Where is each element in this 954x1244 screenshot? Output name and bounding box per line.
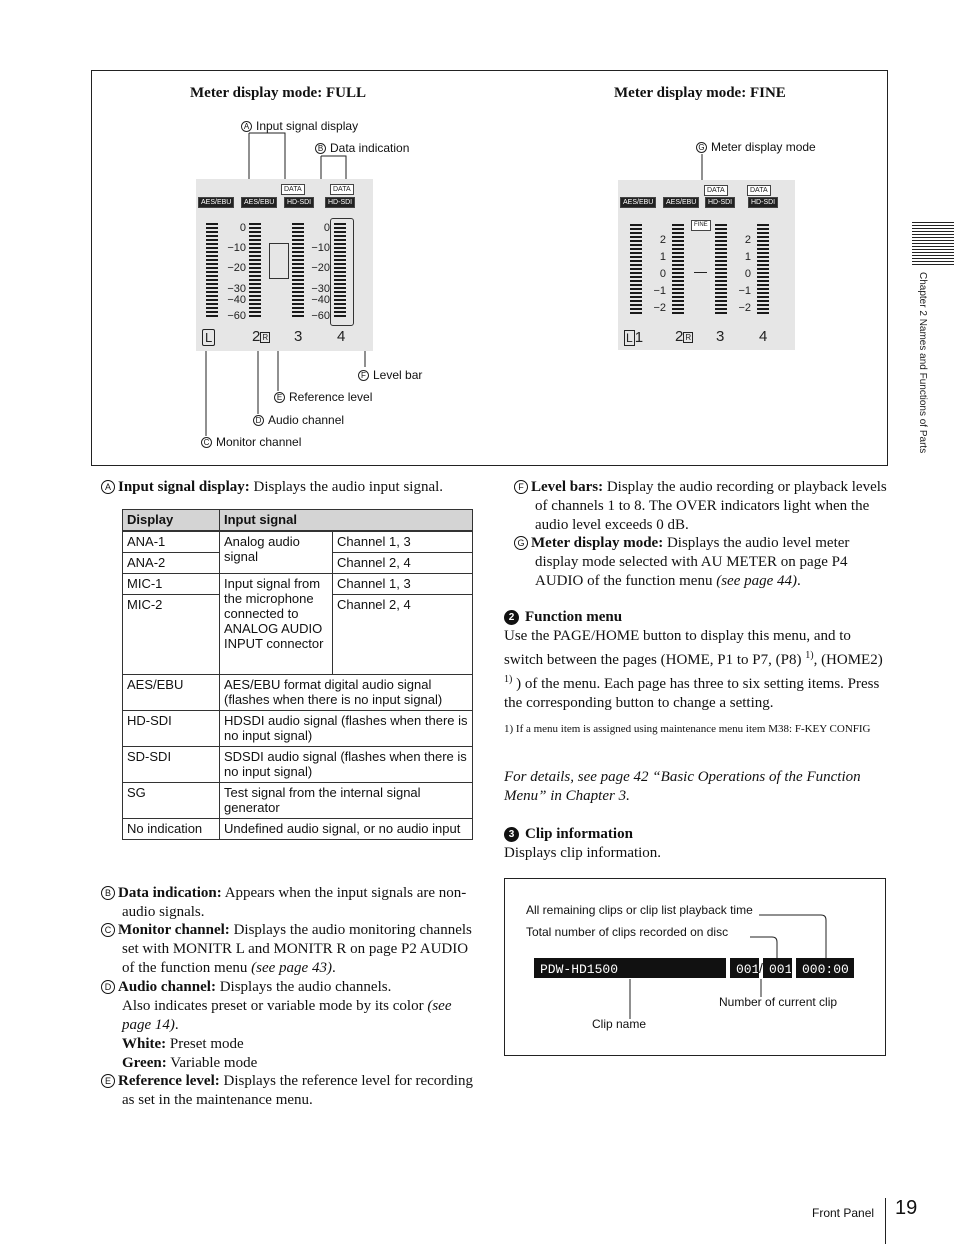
footer-divider — [885, 1198, 886, 1244]
input-signal-table — [122, 509, 473, 840]
item-audio-channel: D Audio channel: Displays the audio channels. Also indicates preset or variable mode by its color (see page 14). White: Preset mode Green: Variable mode — [91, 978, 476, 1073]
table-cell: Test signal from the internal signal generator — [220, 783, 473, 819]
table-cell: MIC-1 — [123, 574, 220, 595]
fine-channel-4: 4 — [759, 328, 768, 345]
label-current: Number of current clip — [719, 995, 838, 1009]
meter-figure — [91, 70, 888, 466]
clip-info-body: Displays clip information. — [504, 845, 662, 861]
label-remaining: All remaining clips or clip list playback time — [526, 903, 753, 917]
monitor-channel-l: L — [202, 329, 215, 346]
level-bar — [630, 224, 642, 316]
signal-chip: HD-SDI — [705, 197, 735, 208]
level-bar — [672, 224, 684, 316]
data-chip: DATA — [281, 184, 305, 195]
item-data-indication: B Data indication: Appears when the input signals are non-audio signals. — [91, 884, 476, 922]
details-reference: For details, see page 42 “Basic Operations of the Function Menu” in Chapter 3. — [504, 769, 861, 804]
table-cell: Channel 2, 4 — [333, 553, 473, 574]
function-menu-heading: 2 Function menu — [504, 608, 888, 627]
audio-channel-2: 2 R — [252, 328, 269, 345]
fine-mode-indicator: FINE — [691, 220, 711, 231]
item-reference-level: E Reference level: Displays the reference level for recording as set in the maintenance menu. — [91, 1072, 476, 1110]
reference-level-marker — [694, 272, 707, 273]
full-meter-panel — [196, 179, 373, 351]
item-monitor-channel: C Monitor channel: Displays the audio monitoring channels set with MONITR L and MONITR R on page P2 AUDIO of the function menu (see page 43). — [91, 921, 476, 978]
level-bar — [757, 224, 769, 316]
table-cell: AES/EBU format digital audio signal (flashes when there is no input signal) — [220, 675, 473, 711]
data-chip: DATA — [747, 185, 771, 196]
callout-meter-display-mode: G Meter display mode — [696, 140, 816, 154]
fine-channel-2: 2 R — [675, 328, 692, 345]
table-cell: No indication — [123, 819, 220, 840]
item-level-bars: F Level bars: Display the audio recording or playback levels of channels 1 to 8. The OVER indicators light when the audio level exceeds 0 dB. — [504, 478, 888, 535]
callout-data-indication: B Data indication — [315, 141, 409, 155]
level-bar — [206, 223, 218, 319]
signal-chip: HD-SDI — [748, 197, 778, 208]
function-menu-body: Use the PAGE/HOME button to display this menu, and to switch between the pages (HOME, P1 to P7, (P8) $^{1)}$, (HOME2) $^{1)}$ ) of the menu. Each page has three to six setting items. Press the corresponding button to change a setting. — [504, 628, 883, 711]
item-meter-display-mode: G Meter display mode: Displays the audio level meter display mode selected with AU METER on page P4 AUDIO of the function menu (see page 44). — [504, 534, 888, 591]
table-cell: Channel 1, 3 — [333, 574, 473, 595]
table-cell: HDSDI audio signal (flashes when there is no input signal) — [220, 711, 473, 747]
fine-meter-panel — [618, 180, 795, 350]
level-bar — [292, 223, 304, 319]
table-header-row — [123, 510, 473, 532]
fine-mode-title: Meter display mode: FINE — [614, 85, 786, 101]
level-bar-highlight — [330, 218, 354, 326]
table-header: Input signal — [220, 510, 473, 532]
scale-labels-left: 0 −10 −20 −30 −40 −60 — [227, 222, 246, 322]
current-clip-display: 001 — [731, 959, 758, 977]
callout-audio-channel: D Audio channel — [253, 413, 344, 427]
full-mode-title: Meter display mode: FULL — [190, 85, 366, 101]
table-cell: ANA-1 — [123, 531, 220, 553]
table-cell: Channel 2, 4 — [333, 595, 473, 675]
clip-separator: / — [759, 960, 763, 976]
table-cell: AES/EBU — [123, 675, 220, 711]
table-row — [123, 783, 473, 819]
fine-scale-right: 2 1 0 −1 −2 — [738, 234, 751, 314]
total-clips-display: 001 — [764, 959, 791, 977]
signal-chip: AES/EBU — [198, 197, 234, 208]
table-cell: MIC-2 — [123, 595, 220, 675]
audio-channel-3: 3 — [294, 328, 303, 345]
scale-labels-right: 0 −10 −20 −30 −40 −60 — [311, 222, 330, 322]
signal-chip: AES/EBU — [663, 197, 699, 208]
callout-monitor-channel: C Monitor channel — [201, 435, 301, 449]
table-cell: SD-SDI — [123, 747, 220, 783]
table-header: Display — [123, 510, 220, 532]
table-cell: SG — [123, 783, 220, 819]
table-cell: HD-SDI — [123, 711, 220, 747]
signal-chip: HD-SDI — [284, 197, 314, 208]
clip-name-display: PDW-HD1500 — [535, 959, 725, 977]
fine-scale-left: 2 1 0 −1 −2 — [653, 234, 666, 314]
table-row — [123, 819, 473, 840]
page-number: 19 — [895, 1197, 918, 1219]
data-chip: DATA — [330, 184, 354, 195]
footer-section: Front Panel — [812, 1206, 875, 1220]
table-row — [123, 675, 473, 711]
audio-channel-4: 4 — [337, 328, 346, 345]
fine-channel-3: 3 — [716, 328, 725, 345]
table-row — [123, 531, 473, 553]
data-chip: DATA — [704, 185, 728, 196]
signal-chip: AES/EBU — [620, 197, 656, 208]
fine-channel-1: L 1 — [626, 329, 644, 346]
table-row — [123, 574, 473, 595]
level-bar — [249, 223, 261, 319]
table-cell: SDSDI audio signal (flashes when there is no input signal) — [220, 747, 473, 783]
label-total: Total number of clips recorded on disc — [526, 925, 729, 939]
table-cell: Input signal from the microphone connected to ANALOG AUDIO INPUT connector — [220, 574, 333, 675]
label-clip-name: Clip name — [592, 1017, 647, 1031]
chapter-label: Chapter 2 Names and Functions of Parts — [917, 272, 928, 454]
remaining-time-display: 000:00 — [797, 959, 853, 977]
table-row — [123, 711, 473, 747]
callout-reference-level: E Reference level — [274, 390, 372, 404]
table-cell: Analog audio signal — [220, 531, 333, 574]
reference-level-marker — [269, 243, 289, 279]
callout-level-bar: F Level bar — [358, 368, 422, 382]
level-bar — [715, 224, 727, 316]
table-cell: Channel 1, 3 — [333, 531, 473, 553]
table-cell: Undefined audio signal, or no audio input — [220, 819, 473, 840]
signal-chip: AES/EBU — [241, 197, 277, 208]
table-cell: ANA-2 — [123, 553, 220, 574]
signal-chip: HD-SDI — [325, 197, 355, 208]
table-row — [123, 747, 473, 783]
callout-input-signal-display: A Input signal display — [241, 119, 358, 133]
item-input-signal-display: A Input signal display: Displays the audio input signal. — [91, 478, 476, 497]
clip-info-figure — [504, 878, 886, 1056]
footnote: 1) If a menu item is assigned using maintenance menu item M38: F-KEY CONFIG — [504, 723, 871, 735]
clip-info-heading: 3 Clip information — [504, 825, 888, 844]
chapter-tab — [912, 222, 954, 266]
